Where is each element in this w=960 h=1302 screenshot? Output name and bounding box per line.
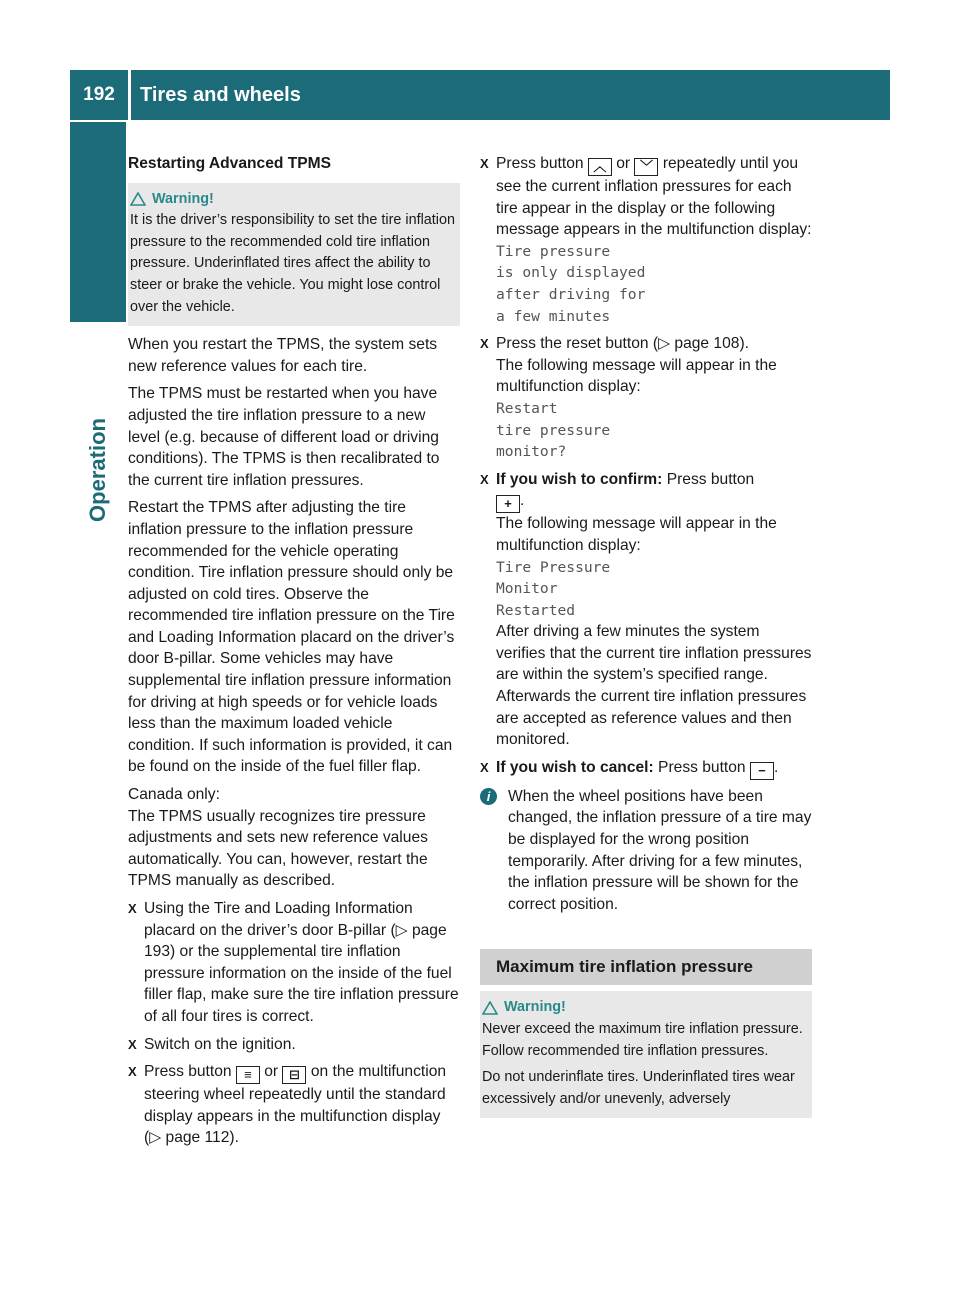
arrow-up-icon: ︿ [588,158,612,176]
display-message: Tire Pressure [496,558,611,576]
left-column [128,153,460,1155]
display-message: Tire pressure [496,242,611,260]
warning-text: Never exceed the maximum tire inflation pressure. Follow recommended tire inflation pressures. [482,1021,803,1059]
info-icon: i [480,788,497,805]
display-select-icon: ≡ [236,1066,260,1084]
step-arrow-icon: X [480,156,489,171]
display-message: after driving for [496,285,646,303]
step-item: X If you wish to confirm: Press button + . The following message will appear in the multifunction display: Tire Pressure Monitor Restarted After driving a few minutes the system verifies that the current tire inflation pressures are within the system’s specified range. Afterwards the current tire inflation pressures are accepted as reference values and then monitored. [480,470,812,749]
page-title: Tires and wheels [140,84,301,106]
step-item: X Press button ≡ or ⊟ on the multifunction steering wheel repeatedly until the standard display appears in the multifunction display (▷ page 112). [128,1063,447,1147]
step-arrow-icon: X [128,901,137,916]
warning-box [128,183,460,327]
step-arrow-icon: X [128,1036,137,1052]
display-message: is only displayed [496,264,646,282]
step-arrow-icon: X [480,336,489,352]
warning-icon [482,1001,498,1015]
display-message: a few minutes [496,307,611,325]
warning-text: Do not underinflate tires. Underinflated tires wear excessively and/or unevenly, adversely [482,1069,795,1107]
paragraph: Canada only: [128,786,220,804]
info-note: i When the wheel positions have been changed, the inflation pressure of a tire may be displayed for the wrong position temporarily. After driving for a few minutes, the inflation pressure will be shown for the correct position. [480,786,812,916]
step-item: X Press the reset button (▷ page 108). The following message will appear in the multifunction display: Restart tire pressure monitor? [480,333,812,463]
right-column [480,153,812,1126]
minus-button-icon: − [750,762,774,780]
step-item: X Using the Tire and Loading Information placard on the driver’s door B-pillar (▷ page 193) or the supplemental tire inflation pressure information on the inside of the fuel filler flap, make sure the tire inflation pressure of all four tires is correct. [128,900,459,1025]
display-message: Restarted [496,601,576,619]
warning-text: It is the driver’s responsibility to set the tire inflation pressure to the recommended cold tire inflation pressure. Underinflated tires affect the ability to steer or brake the vehicle. You might lose control over the vehicle. [130,212,456,315]
section-heading-restart: Restarting Advanced TPMS [128,155,332,172]
arrow-down-icon: ﹀ [634,158,658,176]
paragraph: The TPMS usually recognizes tire pressure adjustments and sets new reference values automatically. You can, however, restart the TPMS manually as described. [128,807,428,890]
warning-header [130,189,458,211]
step-item: X Press button ︿ or ﹀ repeatedly until you see the current inflation pressures for each tire appear in the display or the following message appears in the multifunction display: Tire pressure is only displayed after driving for a few minutes [480,153,812,327]
warning-title: Warning! [504,999,566,1016]
header-divider [128,70,131,120]
paragraph: Restart the TPMS after adjusting the tire inflation pressure to the inflation pressure recommended for the vehicle operating condition. Tire inflation pressure should only be adjusted on cold tires. Observe the recommended tire inflation pressure on the Tire and Loading Information placard on the driver’s door B-pillar. Some vehicles may have supplemental tire inflation pressure information for driving at high speeds or for vehicle loads less than the maximum loaded vehicle condition. If such information is provided, it can be found on the inside of the fuel filler flap. [128,499,455,776]
paragraph: When you restart the TPMS, the system sets new reference values for each tire. [128,336,438,375]
display-message: Restart [496,399,558,417]
display-select-back-icon: ⊟ [282,1066,306,1084]
warning-header [482,997,810,1019]
warning-box [480,991,812,1118]
section-heading-max-pressure: Maximum tire inflation pressure [480,949,812,985]
plus-button-icon: + [496,495,520,513]
step-item: X If you wish to cancel: Press button − . [480,758,779,778]
page-number: 192 [83,84,115,105]
paragraph: The TPMS must be restarted when you have adjusted the tire inflation pressure to a new level (e.g. because of different load or driving conditions). The TPMS is then recalibrated to the current tire inflation pressures. [128,385,440,489]
display-message: Monitor [496,580,558,598]
display-message: monitor? [496,443,567,461]
warning-title: Warning! [152,190,214,207]
warning-icon [130,192,146,206]
step-arrow-icon: X [480,471,489,487]
sidebar-label: Operation [85,418,110,522]
sidebar-block [70,122,126,322]
step-arrow-icon: X [128,1064,137,1080]
display-message: tire pressure [496,421,611,439]
step-arrow-icon: X [480,759,489,775]
step-item: X Switch on the ignition. [128,1034,460,1056]
